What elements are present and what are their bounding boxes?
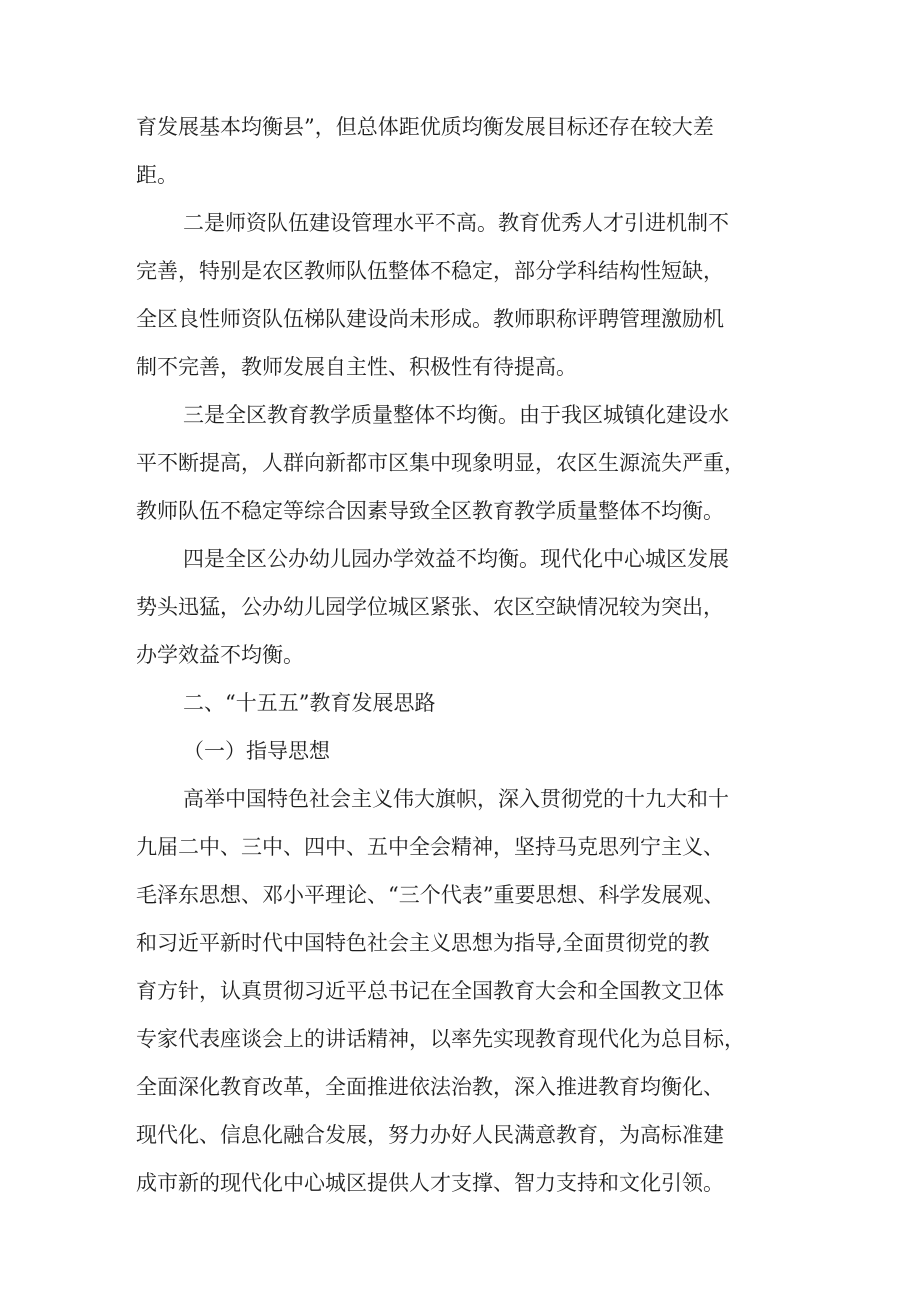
paragraph-first-line: 二是师资队伍建设管理水平不高。教育优秀人才引进机制不 xyxy=(183,211,729,235)
text-line: 专家代表座谈会上的讲话精神，以率先实现教育现代化为总目标， xyxy=(136,1027,745,1051)
text-line: 和习近平新时代中国特色社会主义思想为指导,全面贯彻党的教 xyxy=(136,931,710,955)
text-line: 平不断提高，人群向新都市区集中现象明显，农区生源流失严重， xyxy=(136,451,745,475)
text-line: 距。 xyxy=(136,163,178,187)
section-heading: 二、“十五五”教育发展思路 xyxy=(183,691,436,715)
text-line: 教师队伍不稳定等综合因素导致全区教育教学质量整体不均衡。 xyxy=(136,499,724,523)
text-line: 九届二中、三中、四中、五中全会精神，坚持马克思列宁主义、 xyxy=(136,835,724,859)
text-line: 制不完善，教师发展自主性、积极性有待提高。 xyxy=(136,355,577,379)
subsection-heading: （一）指导思想 xyxy=(183,739,330,763)
text-line: 育方针，认真贯彻习近平总书记在全国教育大会和全国教文卫体 xyxy=(136,979,724,1003)
text-line: 全区良性师资队伍梯队建设尚未形成。教师职称评聘管理激励机 xyxy=(136,307,724,331)
text-line: 完善，特别是农区教师队伍整体不稳定，部分学科结构性短缺， xyxy=(136,259,724,283)
text-line: 成市新的现代化中心城区提供人才支撑、智力支持和文化引领。 xyxy=(136,1171,724,1195)
paragraph-first-line: 高举中国特色社会主义伟大旗帜，深入贯彻党的十九大和十 xyxy=(183,787,729,811)
paragraph-first-line: 四是全区公办幼儿园办学效益不均衡。现代化中心城区发展 xyxy=(183,547,729,571)
paragraph-first-line: 三是全区教育教学质量整体不均衡。由于我区城镇化建设水 xyxy=(183,403,729,427)
text-line: 现代化、信息化融合发展，努力办好人民满意教育，为高标准建 xyxy=(136,1123,724,1147)
text-line: 全面深化教育改革，全面推进依法治教，深入推进教育均衡化、 xyxy=(136,1075,724,1099)
text-line: 势头迅猛，公办幼儿园学位城区紧张、农区空缺情况较为突出， xyxy=(136,595,724,619)
text-line: 毛泽东思想、邓小平理论、“三个代表”重要思想、科学发展观、 xyxy=(136,883,725,907)
text-line: 办学效益不均衡。 xyxy=(136,643,304,667)
text-line: 育发展基本均衡县”，但总体距优质均衡发展目标还存在较大差 xyxy=(136,115,714,139)
